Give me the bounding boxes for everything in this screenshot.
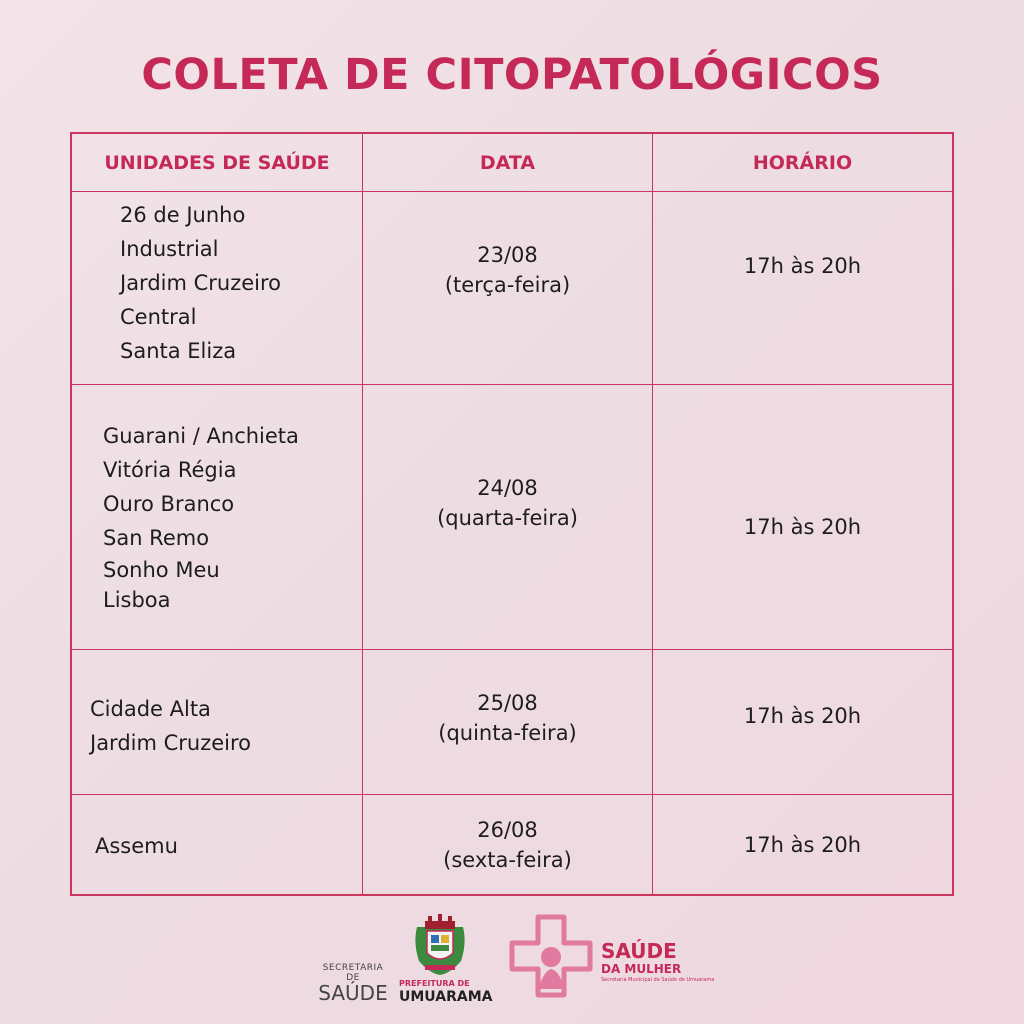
saude-mulher-title: SAÚDE xyxy=(601,939,677,963)
table-row-units xyxy=(72,650,363,795)
time-value: 17h às 20h xyxy=(743,254,862,278)
time-value: 17h às 20h xyxy=(743,833,862,857)
weekday-value: (sexta-feira) xyxy=(443,848,572,872)
unit-item: San Remo xyxy=(103,526,210,550)
page-title: COLETA DE CITOPATOLÓGICOS xyxy=(141,50,883,100)
table-row-date xyxy=(363,192,653,385)
table-row-time xyxy=(653,795,952,894)
table-row-units xyxy=(72,192,363,385)
header-units: UNIDADES DE SAÚDE xyxy=(72,134,363,192)
table-row-date xyxy=(363,385,653,650)
unit-item: Industrial xyxy=(120,237,219,261)
date-value: 26/08 xyxy=(477,818,538,842)
prefeitura-umuarama-logo xyxy=(395,913,493,1013)
weekday-value: (quinta-feira) xyxy=(438,721,577,745)
prefeitura-label: PREFEITURA DE xyxy=(399,979,470,988)
secretaria-label: SECRETARIA DE xyxy=(322,963,384,983)
table-row-time xyxy=(653,650,952,795)
date-value: 25/08 xyxy=(477,691,538,715)
unit-item: Jardim Cruzeiro xyxy=(120,271,282,295)
weekday-value: (quarta-feira) xyxy=(437,506,578,530)
schedule-table xyxy=(70,132,954,896)
coat-of-arms-icon xyxy=(395,913,485,979)
unit-item: Jardim Cruzeiro xyxy=(90,731,252,755)
table-row-date xyxy=(363,650,653,795)
umuarama-label: UMUARAMA xyxy=(399,989,493,1005)
date-value: 24/08 xyxy=(477,476,538,500)
date-value: 23/08 xyxy=(477,243,538,267)
unit-item: Vitória Régia xyxy=(103,458,237,482)
weekday-value: (terça-feira) xyxy=(444,273,571,297)
saude-mulher-subtitle: DA MULHER xyxy=(601,962,682,976)
saude-mulher-caption: Secretaria Municipal de Saúde de Umuarama xyxy=(601,977,715,983)
table-row-units xyxy=(72,795,363,894)
header-date: DATA xyxy=(363,134,653,192)
footer-logos xyxy=(0,905,1024,1015)
table-row-units xyxy=(72,385,363,650)
unit-item: Ouro Branco xyxy=(103,492,235,516)
time-value: 17h às 20h xyxy=(743,704,862,728)
time-value: 17h às 20h xyxy=(743,515,862,539)
unit-item: Lisboa xyxy=(103,588,171,612)
header-time: HORÁRIO xyxy=(653,134,952,192)
health-cross-icon xyxy=(508,913,594,1003)
saude-label: SAÚDE xyxy=(318,981,388,1005)
table-row-time xyxy=(653,385,952,650)
unit-item: Cidade Alta xyxy=(90,697,211,721)
table-row-time xyxy=(653,192,952,385)
unit-item: Sonho Meu xyxy=(103,558,220,582)
saude-da-mulher-logo xyxy=(508,913,715,1003)
unit-item: Assemu xyxy=(95,834,178,858)
secretaria-saude-logo xyxy=(318,963,388,1003)
unit-item: Central xyxy=(120,305,197,329)
unit-item: 26 de Junho xyxy=(120,203,246,227)
table-row-date xyxy=(363,795,653,894)
unit-item: Guarani / Anchieta xyxy=(103,424,299,448)
unit-item: Santa Eliza xyxy=(120,339,237,363)
